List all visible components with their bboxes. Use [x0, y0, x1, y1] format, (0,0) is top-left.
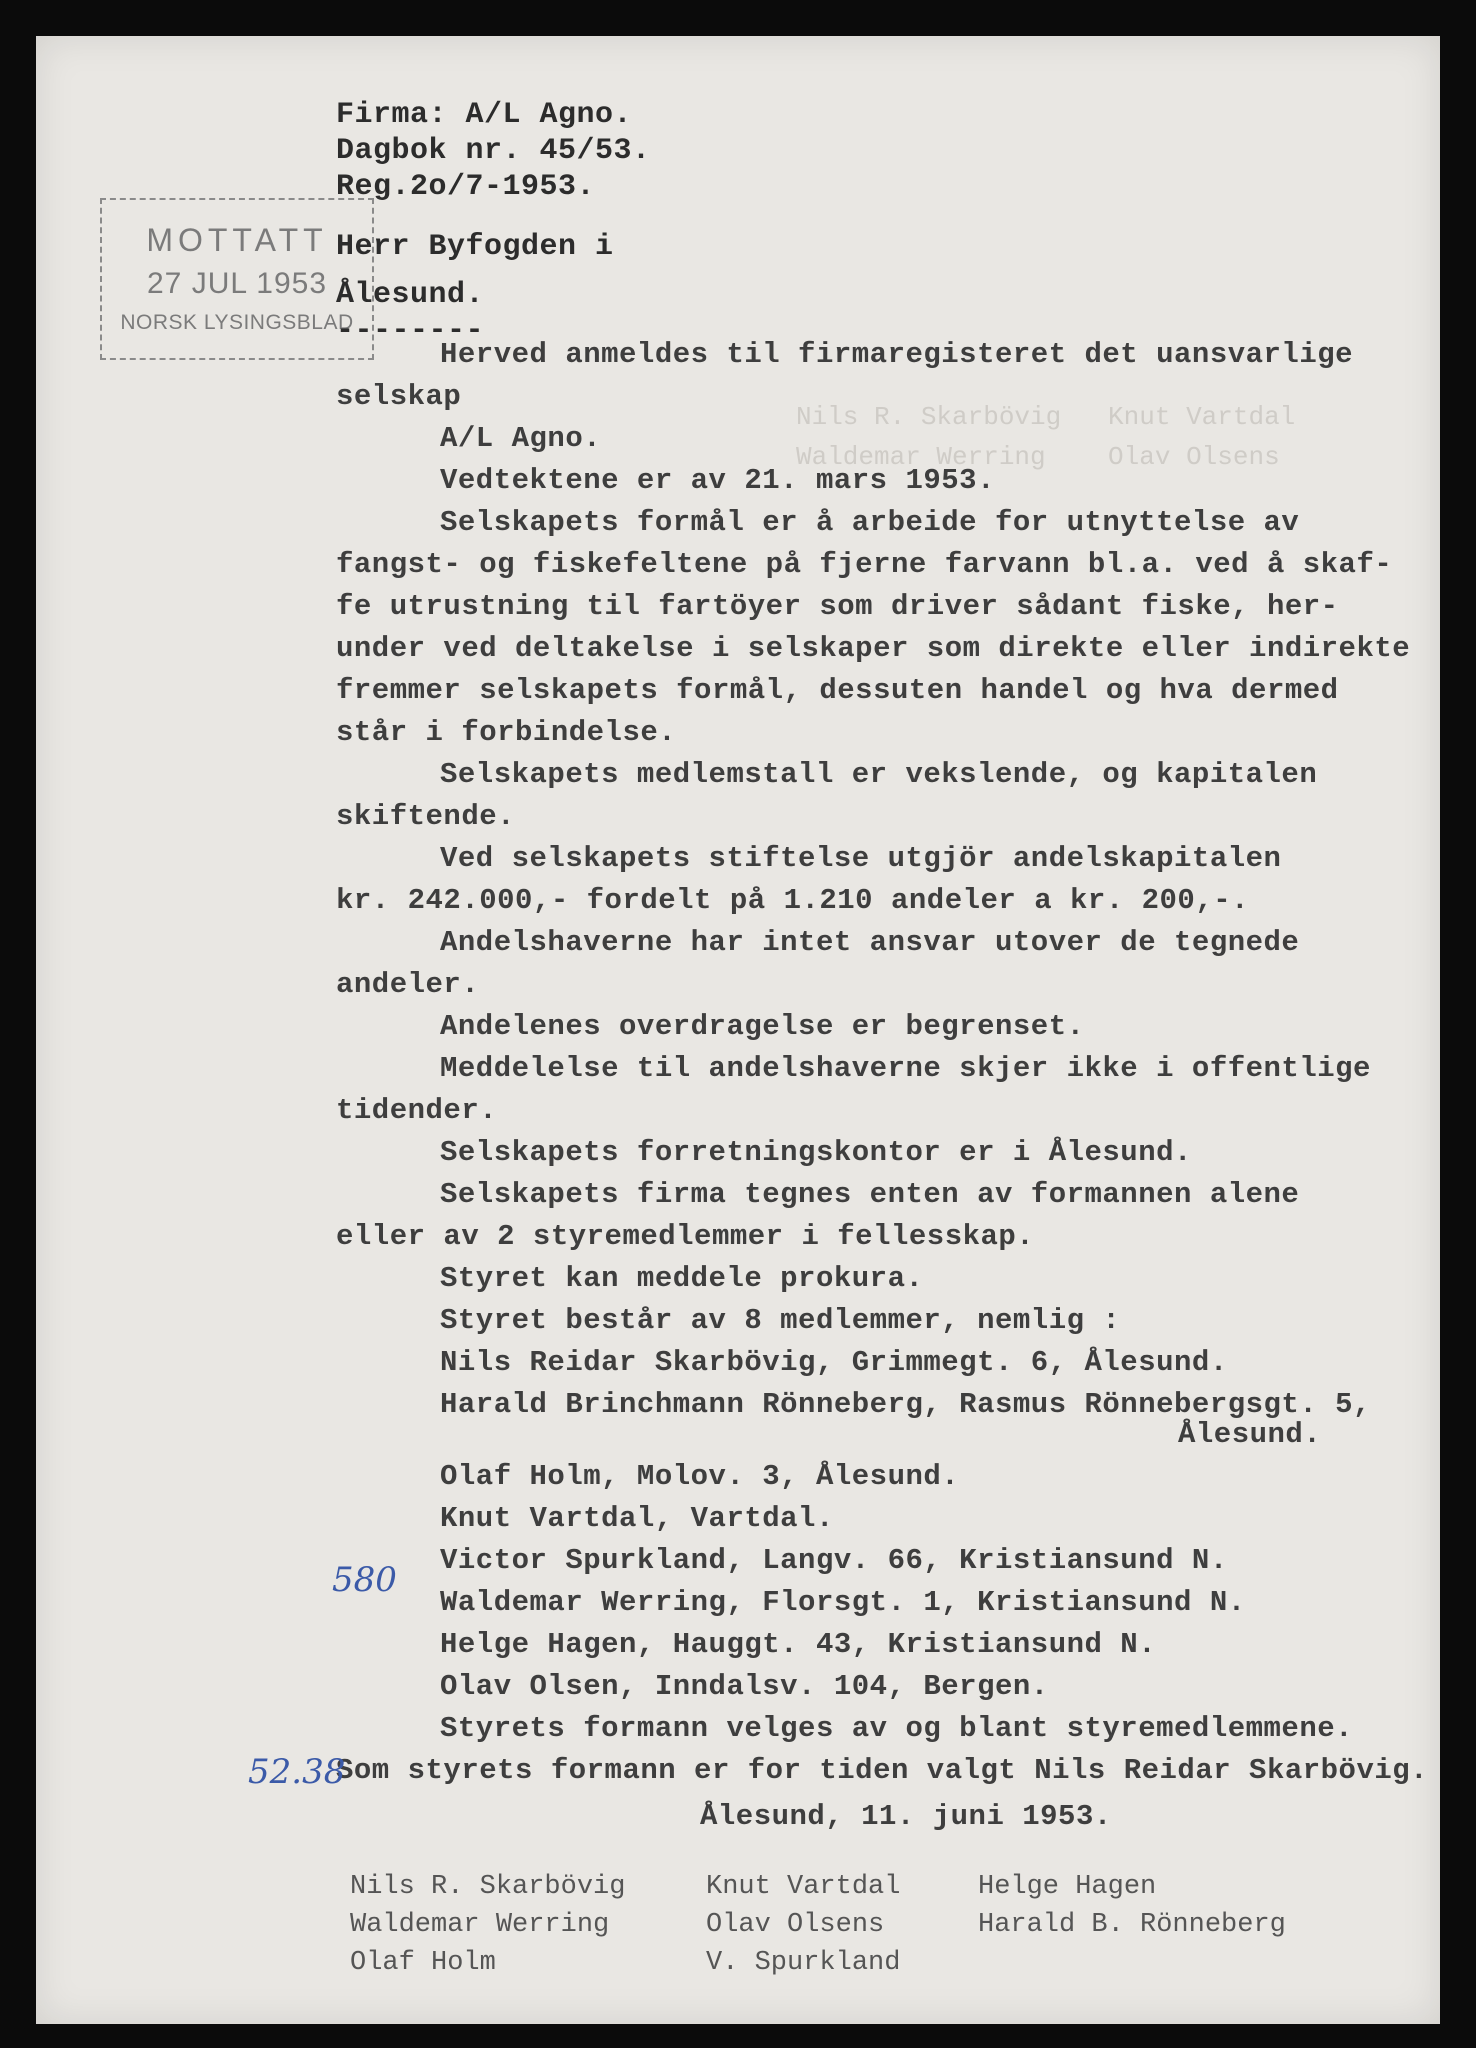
body-line: kr. 242.000,- fordelt på 1.210 andeler a kr. 200,-. — [336, 884, 1250, 917]
stamp-date: 27 JUL 1953 — [146, 267, 327, 300]
board-member: Victor Spurkland, Langv. 66, Kristiansund N. — [440, 1544, 1228, 1577]
body-line: Styret består av 8 medlemmer, nemlig : — [440, 1304, 1121, 1337]
stamp-line-1: MOTTATT — [146, 222, 328, 258]
body-line: Selskapets medlemstall er vekslende, og kapitalen — [440, 758, 1318, 791]
body-line: Ved selskapets stiftelse utgjör andelskapitalen — [440, 842, 1282, 875]
signature: Helge Hagen — [978, 1872, 1157, 1902]
reg-line: Reg.2o/7-1953. — [336, 170, 596, 204]
body-line: fremmer selskapets formål, dessuten handel og hva dermed — [336, 674, 1339, 707]
board-member: Harald Brinchmann Rönneberg, Rasmus Rönnebergsgt. 5, — [440, 1388, 1371, 1421]
body-line: selskap — [336, 380, 462, 413]
addressee-line-1: Herr Byfogden i — [336, 230, 614, 264]
document-page: Firma: A/L Agno. Dagbok nr. 45/53. Reg.2o/7-1953. MOTTATT 27 JUL 1953 NORSK LYSINGSBLAD Herr Byfogden i Ålesund. -------- Nils R. Skarbövig Knut Vartdal Waldemar Werring Olav Olsens Herved anmeldes til firmaregisteret det uansvarlige selskap A/L Agno. Vedtektene er av 21. mars 1953. Selskapets formål er å arbeide for utnyttelse av fangst- og fiskefeltene på fjerne farvann bl.a. ved å skaf- fe utrustning til fartöyer som driver sådant fiske, her- under ved deltakelse i selskaper som direkte eller indirekte fremmer selskapets formål, dessuten handel og hva dermed står i forbindelse. Selskapets medlemstall er vekslende, og kapitalen skiftende. Ved selskapets stiftelse utgjör andelskapitalen kr. 242.000,- fordelt på 1.210 andeler a kr. 200,-. Andelshaverne har intet ansvar utover de tegnede andeler. Andelenes overdragelse er begrenset. Meddelelse til andelshaverne skjer ikke i offentlige tidender. Selskapets forretningskontor er i Ålesund. Selskapets firma tegnes enten av formannen alene eller av 2 styremedlemmer i fellesskap. Styret kan meddele prokura. Styret består av 8 medlemmer, nemlig : Nils Reidar Skarbövig, Grimmegt. 6, Ålesund. Harald Brinchmann Rönneberg, Rasmus Rönnebergsgt. 5, Ålesund. Olaf Holm, Molov. 3, Ålesund. Knut Vartdal, Vartdal. Victor Spurkland, Langv. 66, Kristiansund N. Waldemar Werring, Florsgt. 1, Kristiansund N. Helge Hagen, Hauggt. 43, Kristiansund N. Olav Olsen, Inndalsv. 104, Bergen. Styrets formann velges av og blant styremedlemmene. Som styrets formann er for tiden valgt Nils Reidar Skarbövig. Ålesund, 11. juni 1953. 580 52.38 Nils R. Skarbövig Knut Vartdal Helge Hagen Waldemar Werring Olav Olsens Harald B. Rönneberg Olaf Holm V. Spurkland — [36, 36, 1440, 2024]
handwritten-note-1: 580 — [332, 1560, 397, 1600]
signature: Knut Vartdal — [706, 1872, 901, 1902]
handwritten-note-2: 52.38 — [248, 1752, 346, 1792]
firma-line: Firma: A/L Agno. — [336, 98, 633, 132]
body-line: Selskapets firma tegnes enten av formannen alene — [440, 1178, 1300, 1211]
board-member-city: Ålesund. — [1178, 1418, 1322, 1451]
signature: Olaf Holm — [350, 1948, 496, 1978]
signature: Harald B. Rönneberg — [978, 1910, 1286, 1940]
dagbok-line: Dagbok nr. 45/53. — [336, 134, 651, 168]
company-name: A/L Agno. — [440, 422, 602, 455]
body-line: Herved anmeldes til firmaregisteret det uansvarlige — [440, 338, 1354, 371]
board-member: Knut Vartdal, Vartdal. — [440, 1502, 834, 1535]
body-line: Styret kan meddele prokura. — [440, 1262, 924, 1295]
body-line: Andelenes overdragelse er begrenset. — [440, 1010, 1085, 1043]
body-line: under ved deltakelse i selskaper som direkte eller indirekte — [336, 632, 1411, 665]
addressee-line-2: Ålesund. — [336, 278, 485, 312]
addressee-underline: -------- — [336, 314, 485, 348]
body-line: tidender. — [336, 1094, 498, 1127]
signature: Nils R. Skarbövig — [350, 1872, 626, 1902]
body-line: Vedtektene er av 21. mars 1953. — [440, 464, 995, 497]
body-line: står i forbindelse. — [336, 716, 677, 749]
board-member: Olaf Holm, Molov. 3, Ålesund. — [440, 1460, 960, 1493]
body-line: Styrets formann velges av og blant styremedlemmene. — [440, 1712, 1354, 1745]
body-line: skiftende. — [336, 800, 516, 833]
board-member: Waldemar Werring, Florsgt. 1, Kristiansund N. — [440, 1586, 1246, 1619]
place-date: Ålesund, 11. juni 1953. — [700, 1800, 1112, 1833]
body-line: eller av 2 styremedlemmer i fellesskap. — [336, 1220, 1035, 1253]
body-line: andeler. — [336, 968, 480, 1001]
signature: Waldemar Werring — [350, 1910, 610, 1940]
board-member: Nils Reidar Skarbövig, Grimmegt. 6, Ålesund. — [440, 1346, 1228, 1379]
received-stamp — [100, 198, 374, 360]
signature: Olav Olsens — [706, 1910, 885, 1940]
stamp-line-3: NORSK LYSINGSBLAD — [120, 311, 354, 334]
body-line: Meddelelse til andelshaverne skjer ikke i offentlige — [440, 1052, 1371, 1085]
body-line: Selskapets forretningskontor er i Ålesund. — [440, 1136, 1192, 1169]
board-member: Helge Hagen, Hauggt. 43, Kristiansund N. — [440, 1628, 1157, 1661]
board-member: Olav Olsen, Inndalsv. 104, Bergen. — [440, 1670, 1049, 1703]
signature: V. Spurkland — [706, 1948, 901, 1978]
body-line: Andelshaverne har intet ansvar utover de tegnede — [440, 926, 1300, 959]
body-line: fangst- og fiskefeltene på fjerne farvann bl.a. ved å skaf- — [336, 548, 1393, 581]
body-line: fe utrustning til fartöyer som driver sådant fiske, her- — [336, 590, 1339, 623]
body-line: Som styrets formann er for tiden valgt Nils Reidar Skarbövig. — [336, 1754, 1429, 1787]
body-line: Selskapets formål er å arbeide for utnyttelse av — [440, 506, 1300, 539]
